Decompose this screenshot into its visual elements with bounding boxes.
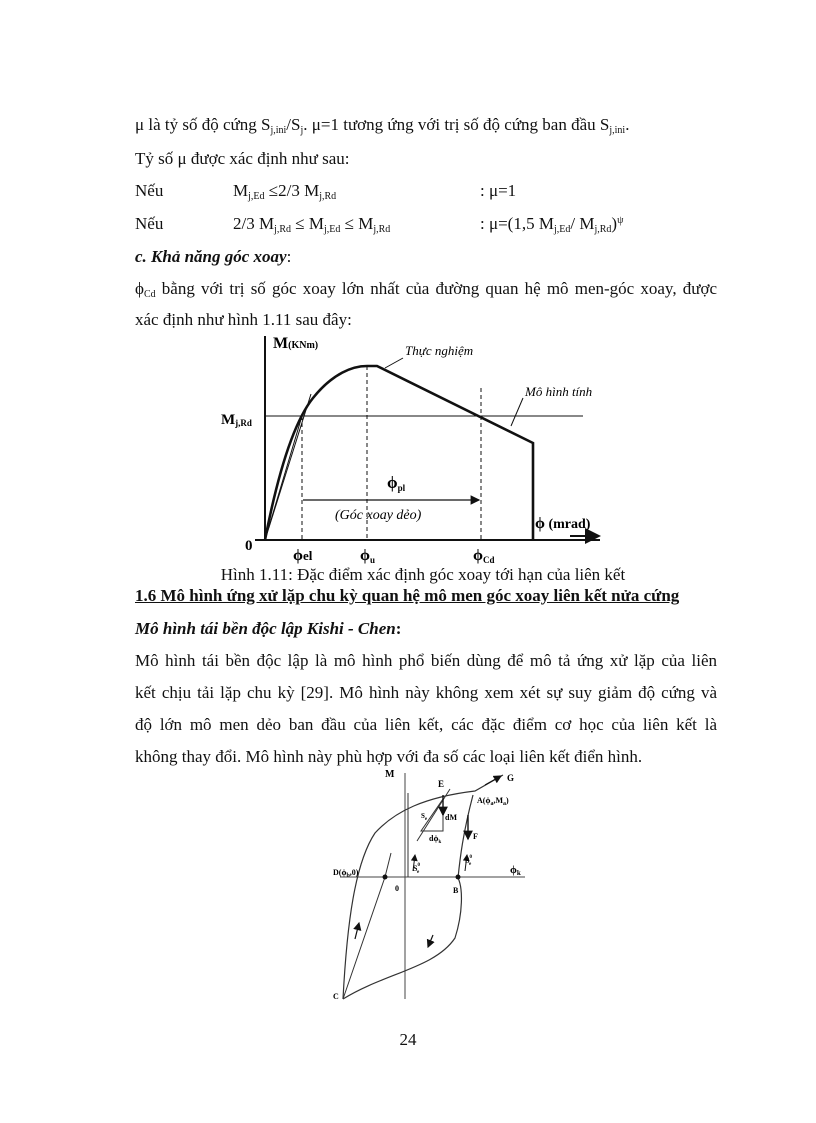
- x-axis-label: ϕ (mrad): [535, 515, 591, 532]
- subscript: j,Ed: [248, 191, 265, 202]
- subscript: j,Ed: [324, 224, 341, 235]
- label-f: F: [473, 832, 478, 841]
- heading-kishi-chen: [135, 618, 401, 640]
- text: . μ=1 tương ứng với trị số độ cứng ban đầu S: [303, 115, 610, 134]
- thuc-nghiem-leader: [385, 358, 403, 368]
- label-o: 0: [395, 884, 399, 893]
- text: ≤ M: [291, 214, 324, 233]
- origin-label: 0: [245, 538, 253, 554]
- subscript: j,Rd: [373, 224, 391, 235]
- y-axis-label: M(KNm): [273, 335, 319, 352]
- paragraph-model-line1: Mô hình tái bền độc lập là mô hình phổ biến dùng để mô tả ứng xử lặp của liên: [135, 651, 717, 670]
- text: ): [611, 214, 618, 233]
- point-b: [456, 875, 461, 880]
- figure-hysteresis: [325, 763, 535, 1003]
- label-se: $S_e$: [421, 812, 428, 822]
- down-arrow-right: [428, 935, 433, 947]
- superscript: ψ: [617, 215, 624, 226]
- upper-branch: [343, 775, 503, 999]
- paragraph-model-line4: không thay đổi. Mô hình này phù hợp với đa số các loại liên kết điển hình.: [135, 747, 643, 766]
- phi-axis-label: ϕk: [510, 864, 521, 877]
- goc-xoay-deo-label: (Góc xoay dẻo): [335, 508, 422, 523]
- phi-el-label: ϕel: [293, 547, 313, 564]
- text: /S: [286, 115, 301, 134]
- paragraph-phi-cd-line2: xác định như hình 1.11 sau đây:: [135, 310, 352, 329]
- heading-text: Mô hình tái bền độc lập Kishi - Chen: [135, 619, 396, 638]
- section-1-6-heading: 1.6 Mô hình ứng xử lặp chu kỳ quan hệ mô men góc xoay liên kết nửa cứng: [135, 586, 680, 605]
- condition1-expr: [233, 180, 336, 202]
- subscript: j,Rd: [319, 191, 337, 202]
- mu-symbol: μ: [135, 115, 145, 134]
- condition2-expr: [233, 213, 390, 235]
- label-s0-right: $S^0$ e: [465, 855, 472, 867]
- thuc-nghiem-label: Thực nghiệm: [405, 343, 474, 358]
- condition2-result: [480, 213, 623, 235]
- label-b: B: [453, 886, 459, 895]
- label-e: E: [438, 779, 445, 789]
- text: / M: [570, 214, 595, 233]
- label-d: $D(\phi_b,0)$: [333, 868, 359, 879]
- page-number: 24: [399, 1030, 417, 1049]
- point-d: [383, 875, 388, 880]
- phi-symbol: ϕ: [135, 279, 144, 298]
- condition1-result: : μ=1: [480, 181, 517, 200]
- mo-hinh-tinh-leader: [511, 398, 523, 426]
- phi-cd-label: ϕCd: [473, 547, 495, 565]
- m-axis-label: M: [385, 769, 395, 780]
- condition2-label: Nếu: [135, 214, 164, 233]
- paragraph-model-line2: kết chịu tải lặp chu kỳ [29]. Mô hình này không xem xét sự suy giảm độ cứng và: [135, 683, 717, 702]
- subscript: j,ini: [609, 125, 626, 136]
- text: :: [286, 247, 292, 266]
- label-g: G: [507, 773, 515, 783]
- heading-rotation-capacity: [135, 246, 291, 268]
- paragraph-model-line3: độ lớn mô men dẻo ban đầu của liên kết, các đặc điểm cơ học của liên kết là: [135, 715, 717, 734]
- text: :: [395, 619, 402, 638]
- label-dphi: $d\phi_k$: [429, 834, 442, 845]
- text: M: [233, 181, 249, 200]
- subscript: j,Rd: [594, 224, 612, 235]
- label-dm: dM: [445, 813, 457, 822]
- subscript: j,Rd: [274, 224, 292, 235]
- figure-1-11: [215, 328, 625, 566]
- condition1-label: Nếu: [135, 181, 164, 200]
- subscript: j: [300, 125, 304, 136]
- phi-u-label: ϕu: [360, 547, 375, 565]
- subscript: Cd: [143, 289, 156, 300]
- heading-text: c. Khả năng góc xoay: [135, 247, 287, 266]
- g-arrow: [485, 776, 501, 785]
- subscript: j,ini: [270, 125, 287, 136]
- text: là tỷ số độ cứng S: [144, 115, 271, 134]
- subscript: j,Ed: [553, 224, 571, 235]
- text: : μ=(1,5 M: [480, 214, 554, 233]
- m-j-rd-label: Mj,Rd: [221, 412, 252, 428]
- label-a: $A(\phi_a,M_a)$: [477, 796, 509, 807]
- text: .: [625, 115, 630, 134]
- text: 2/3 M: [233, 214, 275, 233]
- text: ≤2/3 M: [264, 181, 320, 200]
- paragraph-mu-definition: [135, 114, 629, 136]
- text: bằng với trị số góc xoay lớn nhất của đường quan hệ mô men-góc xoay, được: [155, 279, 717, 298]
- text: ≤ M: [340, 214, 374, 233]
- phi-pl-label: ϕpl: [387, 473, 406, 493]
- figure-1-11-caption: Hình 1.11: Đặc điểm xác định góc xoay tới hạn của liên kết: [220, 565, 626, 584]
- mo-hinh-tinh-label: Mô hình tính: [525, 384, 593, 399]
- paragraph-phi-cd-line1: [135, 278, 717, 300]
- up-arrow-left: [355, 923, 359, 939]
- label-s0-inner: $S^0$ e: [413, 863, 420, 875]
- label-c: C: [333, 992, 339, 1001]
- paragraph-mu-ratio: Tỷ số μ được xác định như sau:: [135, 149, 350, 168]
